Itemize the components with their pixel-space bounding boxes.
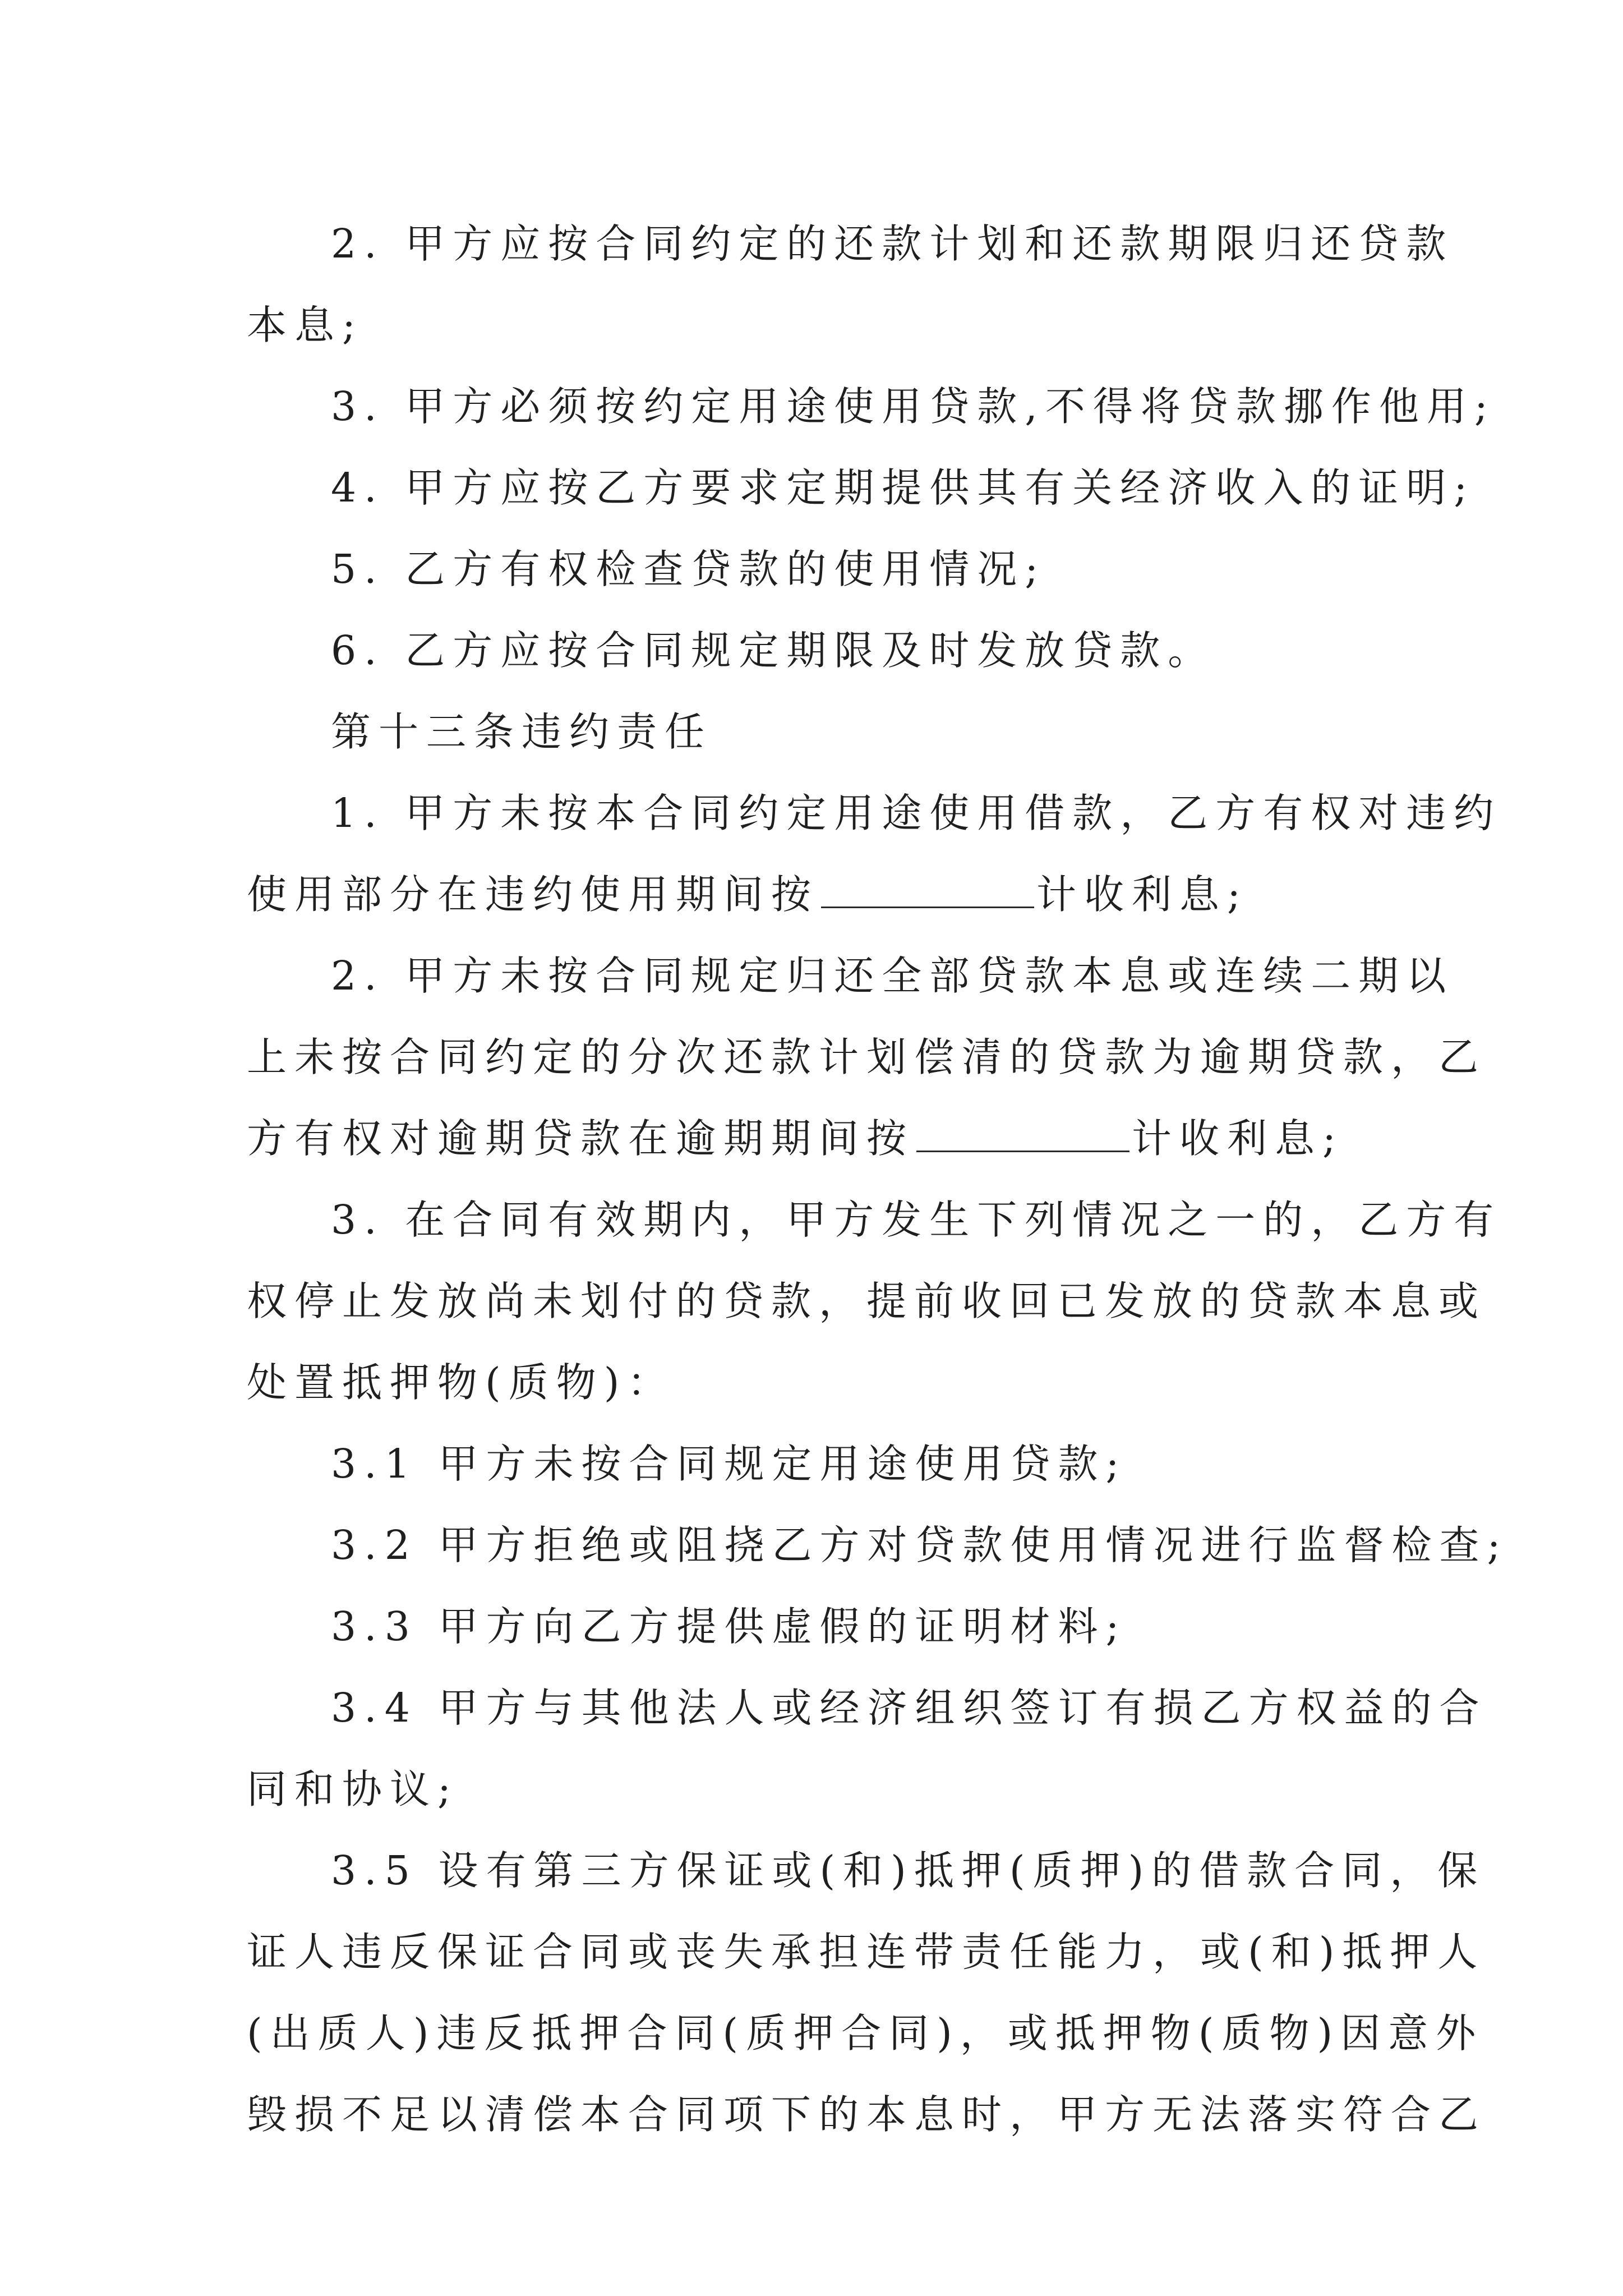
liability-1-text-after-blank: 计收利息; — [1036, 871, 1248, 918]
item-3-3: 3.3 甲方向乙方提供虚假的证明材料; — [331, 1603, 1127, 1650]
liability-2-text-after-blank: 计收利息; — [1132, 1115, 1344, 1162]
liability-2-text-before-blank: 方有权对逾期贷款在逾期期间按 — [247, 1115, 915, 1162]
item-3-5-line-4: 毁损不足以清偿本合同项下的本息时，甲方无法落实符合乙 — [247, 2091, 1487, 2138]
liability-2-line-3 — [247, 1097, 1413, 1181]
liability-1-line-1: 1. 甲方未按本合同约定用途使用借款，乙方有权对违约 — [331, 790, 1502, 836]
item-3-5-line-2: 证人违反保证合同或丧失承担连带责任能力，或(和)抵押人 — [247, 1929, 1486, 1975]
item-3-2: 3.2 甲方拒绝或阻挠乙方对贷款使用情况进行监督检查; — [331, 1522, 1509, 1568]
clause-2-line-2: 本息; — [247, 302, 363, 348]
item-3-4-line-2: 同和协议; — [247, 1766, 459, 1812]
section-heading-article-13: 第十三条违约责任 — [331, 708, 713, 755]
item-3-5-line-1: 3.5 设有第三方保证或(和)抵押(质押)的借款合同，保 — [331, 1847, 1486, 1894]
liability-2-line-2: 上未按合同约定的分次还款计划偿清的贷款为逾期贷款，乙 — [247, 1034, 1487, 1080]
item-3-4-line-1: 3.4 甲方与其他法人或经济组织签订有损乙方权益的合 — [331, 1685, 1487, 1731]
liability-3-line-1: 3. 在合同有效期内，甲方发生下列情况之一的，乙方有 — [331, 1197, 1502, 1243]
clause-5: 5. 乙方有权检查贷款的使用情况; — [331, 546, 1046, 592]
liability-3-line-2: 权停止发放尚未划付的贷款，提前收回已发放的贷款本息或 — [247, 1278, 1487, 1324]
clause-3: 3. 甲方必须按约定用途使用贷款,不得将贷款挪作他用; — [331, 383, 1496, 430]
clause-6: 6. 乙方应按合同规定期限及时发放贷款。 — [331, 627, 1216, 674]
liability-1-line-2 — [247, 853, 1413, 937]
fill-in-blank[interactable] — [821, 902, 1034, 908]
liability-2-line-1: 2. 甲方未按合同规定归还全部贷款本息或连续二期以 — [331, 953, 1454, 999]
fill-in-blank[interactable] — [916, 1146, 1129, 1152]
liability-3-line-3: 处置抵押物(质物)： — [247, 1359, 675, 1406]
item-3-1: 3.1 甲方未按合同规定用途使用贷款; — [331, 1441, 1127, 1487]
item-3-5-line-3: (出质人)违反抵押合同(质押合同)，或抵押物(质物)因意外 — [247, 2010, 1484, 2056]
liability-1-text-before-blank: 使用部分在违约使用期间按 — [247, 871, 819, 918]
clause-4: 4. 甲方应按乙方要求定期提供其有关经济收入的证明; — [331, 464, 1476, 511]
clause-2-line-1: 2. 甲方应按合同约定的还款计划和还款期限归还贷款 — [331, 220, 1454, 267]
